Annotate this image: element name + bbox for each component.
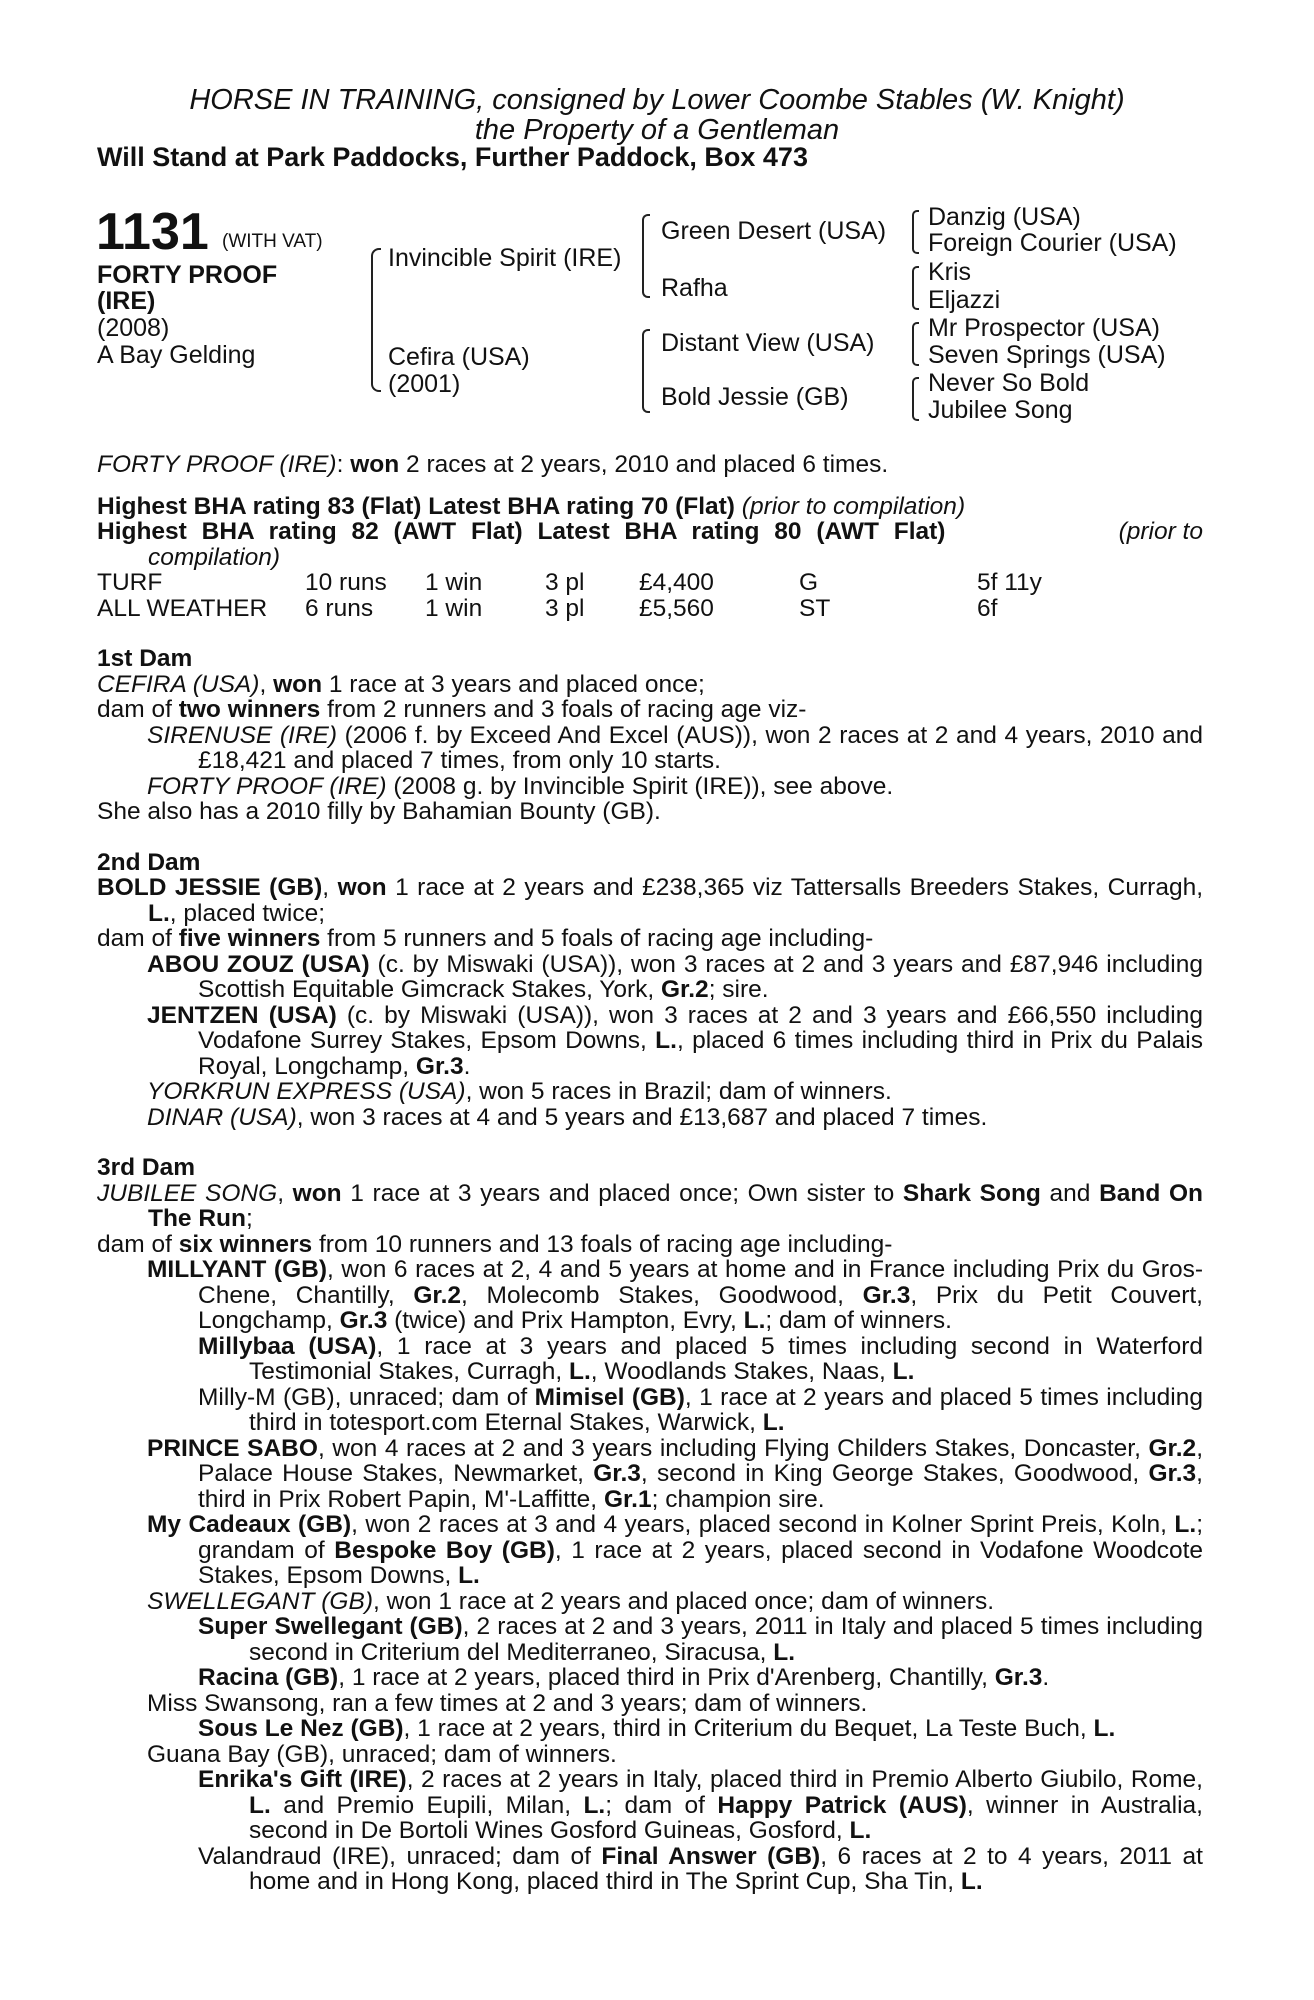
vat-note: (WITH VAT) bbox=[222, 231, 323, 252]
progeny-jentzen: JENTZEN (USA) (c. by Miswaki (USA)), won 3 races at 2 and 3 years and £66,550 including Vodafone Surrey Stakes, Epsom Downs, L., placed 6 times including third in Prix du Palais Royal, Longchamp, Gr.3. bbox=[147, 1001, 1203, 1080]
horse-name-line2: (IRE) bbox=[97, 287, 156, 315]
race-record-placed: 3 pl bbox=[545, 594, 585, 622]
progeny-my-cadeaux: My Cadeaux (GB), won 2 races at 3 and 4 years, placed second in Kolner Sprint Preis, Koln, L.; grandam of Bespoke Boy (GB), 1 race at 2 years, placed second in Vodafone Woodcote Stakes, Epsom Downs, L. bbox=[147, 1511, 1204, 1589]
progeny-racina: Racina (GB), 1 race at 2 years, placed third in Prix d'Arenberg, Chantilly, Gr.3. bbox=[198, 1664, 1050, 1691]
ancestor-g8: Jubilee Song bbox=[928, 396, 1073, 424]
progeny-prince-sabo: PRINCE SABO, won 4 races at 2 and 3 years including Flying Childers Stakes, Doncaster, Gr.2, Palace House Stakes, Newmarket, Gr.3, second in King George Stakes, Goodwood, Gr.3, third in Prix Robert Papin, M'-Laffitte, Gr.1; champion sire. bbox=[147, 1434, 1203, 1513]
catalogue-body bbox=[97, 452, 1203, 1895]
first-dam-note: She also has a 2010 filly by Bahamian Bounty (GB). bbox=[97, 798, 661, 825]
dam-dam-name: Bold Jessie (GB) bbox=[661, 383, 849, 411]
sire-dam-name: Rafha bbox=[661, 274, 728, 302]
property-line: the Property of a Gentleman bbox=[474, 114, 840, 146]
dam-sire-name: Distant View (USA) bbox=[661, 329, 875, 357]
race-record-surface: TURF bbox=[97, 569, 163, 596]
third-dam-section bbox=[97, 1155, 1203, 1895]
ancestor-g3: Kris bbox=[928, 258, 972, 286]
foaled-year: (2008) bbox=[97, 314, 170, 342]
progeny-swellegant: SWELLEGANT (GB), won 1 race at 2 years and placed once; dam of winners. bbox=[147, 1587, 995, 1615]
progeny-miss-swansong: Miss Swansong, ran a few times at 2 and 3 years; dam of winners. bbox=[147, 1689, 868, 1717]
second-dam-heading: 2nd Dam bbox=[97, 848, 201, 876]
race-record-row bbox=[97, 570, 1117, 596]
location-line: Will Stand at Park Paddocks, Further Paddock, Box 473 bbox=[97, 142, 808, 172]
race-record-runs: 6 runs bbox=[305, 594, 374, 622]
ancestor-g7: Never So Bold bbox=[928, 369, 1090, 397]
race-record-runs: 10 runs bbox=[305, 569, 387, 596]
progeny-forty-proof: FORTY PROOF (IRE) (2008 g. by Invincible Spirit (IRE)), see above. bbox=[147, 772, 894, 800]
race-record-surface: ALL WEATHER bbox=[97, 594, 268, 622]
sire-sire-name: Green Desert (USA) bbox=[661, 217, 887, 245]
race-record-distance: 5f 11y bbox=[977, 569, 1042, 596]
race-record-wins: 1 win bbox=[425, 594, 483, 622]
race-record-prize: £4,400 bbox=[639, 569, 714, 596]
pedigree-brace-dam bbox=[642, 329, 650, 413]
race-record-wins: 1 win bbox=[425, 569, 483, 596]
ancestor-g5: Mr Prospector (USA) bbox=[928, 314, 1160, 342]
ancestor-g1: Danzig (USA) bbox=[928, 203, 1081, 231]
first-dam-produce: dam of two winners from 2 runners and 3 foals of racing age viz- bbox=[97, 696, 807, 723]
lot-number: 1131 bbox=[96, 203, 209, 261]
ancestor-g4: Eljazzi bbox=[928, 286, 1001, 314]
pedigree-brace-g4 bbox=[912, 377, 919, 421]
third-dam-produce: dam of six winners from 10 runners and 13 foals of racing age including- bbox=[97, 1230, 893, 1258]
progeny-abou-zouz: ABOU ZOUZ (USA) (c. by Miswaki (USA)), won 3 races at 2 and 3 years and £87,946 including Scottish Equitable Gimcrack Stakes, York, Gr.2; sire. bbox=[147, 950, 1203, 1003]
race-record-placed: 3 pl bbox=[545, 569, 585, 596]
pedigree-brace-g3 bbox=[912, 322, 919, 366]
dam-year: (2001) bbox=[388, 370, 461, 398]
progeny-millyant: MILLYANT (GB), won 6 races at 2, 4 and 5 years at home and in France including Prix du Gros-Chene, Chantilly, Gr.2, Molecomb Stakes, Goodwood, Gr.3, Prix du Petit Couvert, Longchamp, Gr.3 (twice) and Prix Hampton, Evry, L.; dam of winners. bbox=[147, 1256, 1203, 1334]
race-record-table bbox=[97, 570, 1117, 621]
horse-name-line1: FORTY PROOF bbox=[97, 261, 278, 289]
progeny-enrikas-gift: Enrika's Gift (IRE), 2 races at 2 years in Italy, placed third in Premio Alberto Giubilo, Rome, L. and Premio Eupili, Milan, L.; dam of Happy Patrick (AUS), winner in Australia, second in De Bortoli Wines Gosford Guineas, Gosford, L. bbox=[198, 1766, 1203, 1844]
progeny-millybaa: Millybaa (USA), 1 race at 3 years and placed 5 times including second in Waterford Testimonial Stakes, Curragh, L., Woodlands Stakes, Naas, L. bbox=[198, 1332, 1203, 1385]
first-dam-section bbox=[97, 646, 1203, 825]
ratings-block bbox=[97, 494, 1203, 571]
race-record-row bbox=[97, 596, 1117, 622]
third-dam-heading: 3rd Dam bbox=[97, 1154, 196, 1181]
progeny-sous-le-nez: Sous Le Nez (GB), 1 race at 2 years, third in Criterium du Bequet, La Teste Buch, L. bbox=[198, 1715, 1116, 1742]
progeny-sirenuse: SIRENUSE (IRE) (2006 f. by Exceed And Excel (AUS)), won 2 races at 2 and 4 years, 2010 and £18,421 and placed 7 times, from only 10 starts. bbox=[147, 721, 1203, 774]
pedigree-brace-sire bbox=[642, 214, 650, 298]
sire-name: Invincible Spirit (IRE) bbox=[388, 244, 622, 272]
race-summary: FORTY PROOF (IRE): won 2 races at 2 years, 2010 and placed 6 times. bbox=[97, 451, 889, 478]
ancestor-g6: Seven Springs (USA) bbox=[928, 341, 1166, 369]
ratings-awt: Highest BHA rating 82 (AWT Flat) Latest BHA rating 80 (AWT Flat) (prior to bbox=[97, 518, 1203, 545]
race-record-going: G bbox=[799, 569, 819, 596]
ancestor-g2: Foreign Courier (USA) bbox=[928, 229, 1177, 257]
first-dam-record: CEFIRA (USA), won 1 race at 3 years and placed once; bbox=[97, 670, 705, 698]
progeny-dinar: DINAR (USA), won 3 races at 4 and 5 years and £13,687 and placed 7 times. bbox=[147, 1103, 988, 1131]
ratings-flat: Highest BHA rating 83 (Flat) Latest BHA rating 70 (Flat) (prior to compilation) bbox=[97, 492, 966, 520]
consignment-line: HORSE IN TRAINING, consigned by Lower Coombe Stables (W. Knight) bbox=[189, 84, 1125, 116]
progeny-yorkrun-express: YORKRUN EXPRESS (USA), won 5 races in Brazil; dam of winners. bbox=[147, 1078, 892, 1105]
third-dam-record: JUBILEE SONG, won 1 race at 3 years and placed once; Own sister to Shark Song and Band On The Run; bbox=[97, 1179, 1203, 1232]
pedigree-brace-g1 bbox=[912, 210, 919, 254]
pedigree-brace-main bbox=[371, 248, 381, 392]
progeny-super-swellegant: Super Swellegant (GB), 2 races at 2 and 3 years, 2011 in Italy and placed 5 times including second in Criterium del Mediterraneo, Siracusa, L. bbox=[198, 1613, 1204, 1666]
first-dam-heading: 1st Dam bbox=[97, 645, 193, 672]
horse-description: A Bay Gelding bbox=[97, 341, 256, 369]
progeny-guana-bay: Guana Bay (GB), unraced; dam of winners. bbox=[147, 1740, 617, 1768]
progeny-milly-m: Milly-M (GB), unraced; dam of Mimisel (GB), 1 race at 2 years and placed 5 times including third in totesport.com Eternal Stakes, Warwick, L. bbox=[198, 1383, 1203, 1436]
race-record-prize: £5,560 bbox=[639, 594, 714, 622]
second-dam-record: BOLD JESSIE (GB), won 1 race at 2 years and £238,365 viz Tattersalls Breeders Stakes, Curragh, L., placed twice; bbox=[97, 874, 1204, 927]
race-record-going: ST bbox=[799, 594, 831, 622]
ratings-awt-note: compilation) bbox=[148, 543, 281, 571]
race-record-distance: 6f bbox=[977, 594, 998, 622]
second-dam-produce: dam of five winners from 5 runners and 5 foals of racing age including- bbox=[97, 925, 874, 952]
pedigree-brace-g2 bbox=[912, 266, 919, 310]
dam-name: Cefira (USA) bbox=[388, 343, 530, 371]
second-dam-section bbox=[97, 850, 1203, 1131]
progeny-valandraud: Valandraud (IRE), unraced; dam of Final Answer (GB), 6 races at 2 to 4 years, 2011 at home and in Hong Kong, placed third in The Sprint Cup, Sha Tin, L. bbox=[198, 1842, 1203, 1895]
